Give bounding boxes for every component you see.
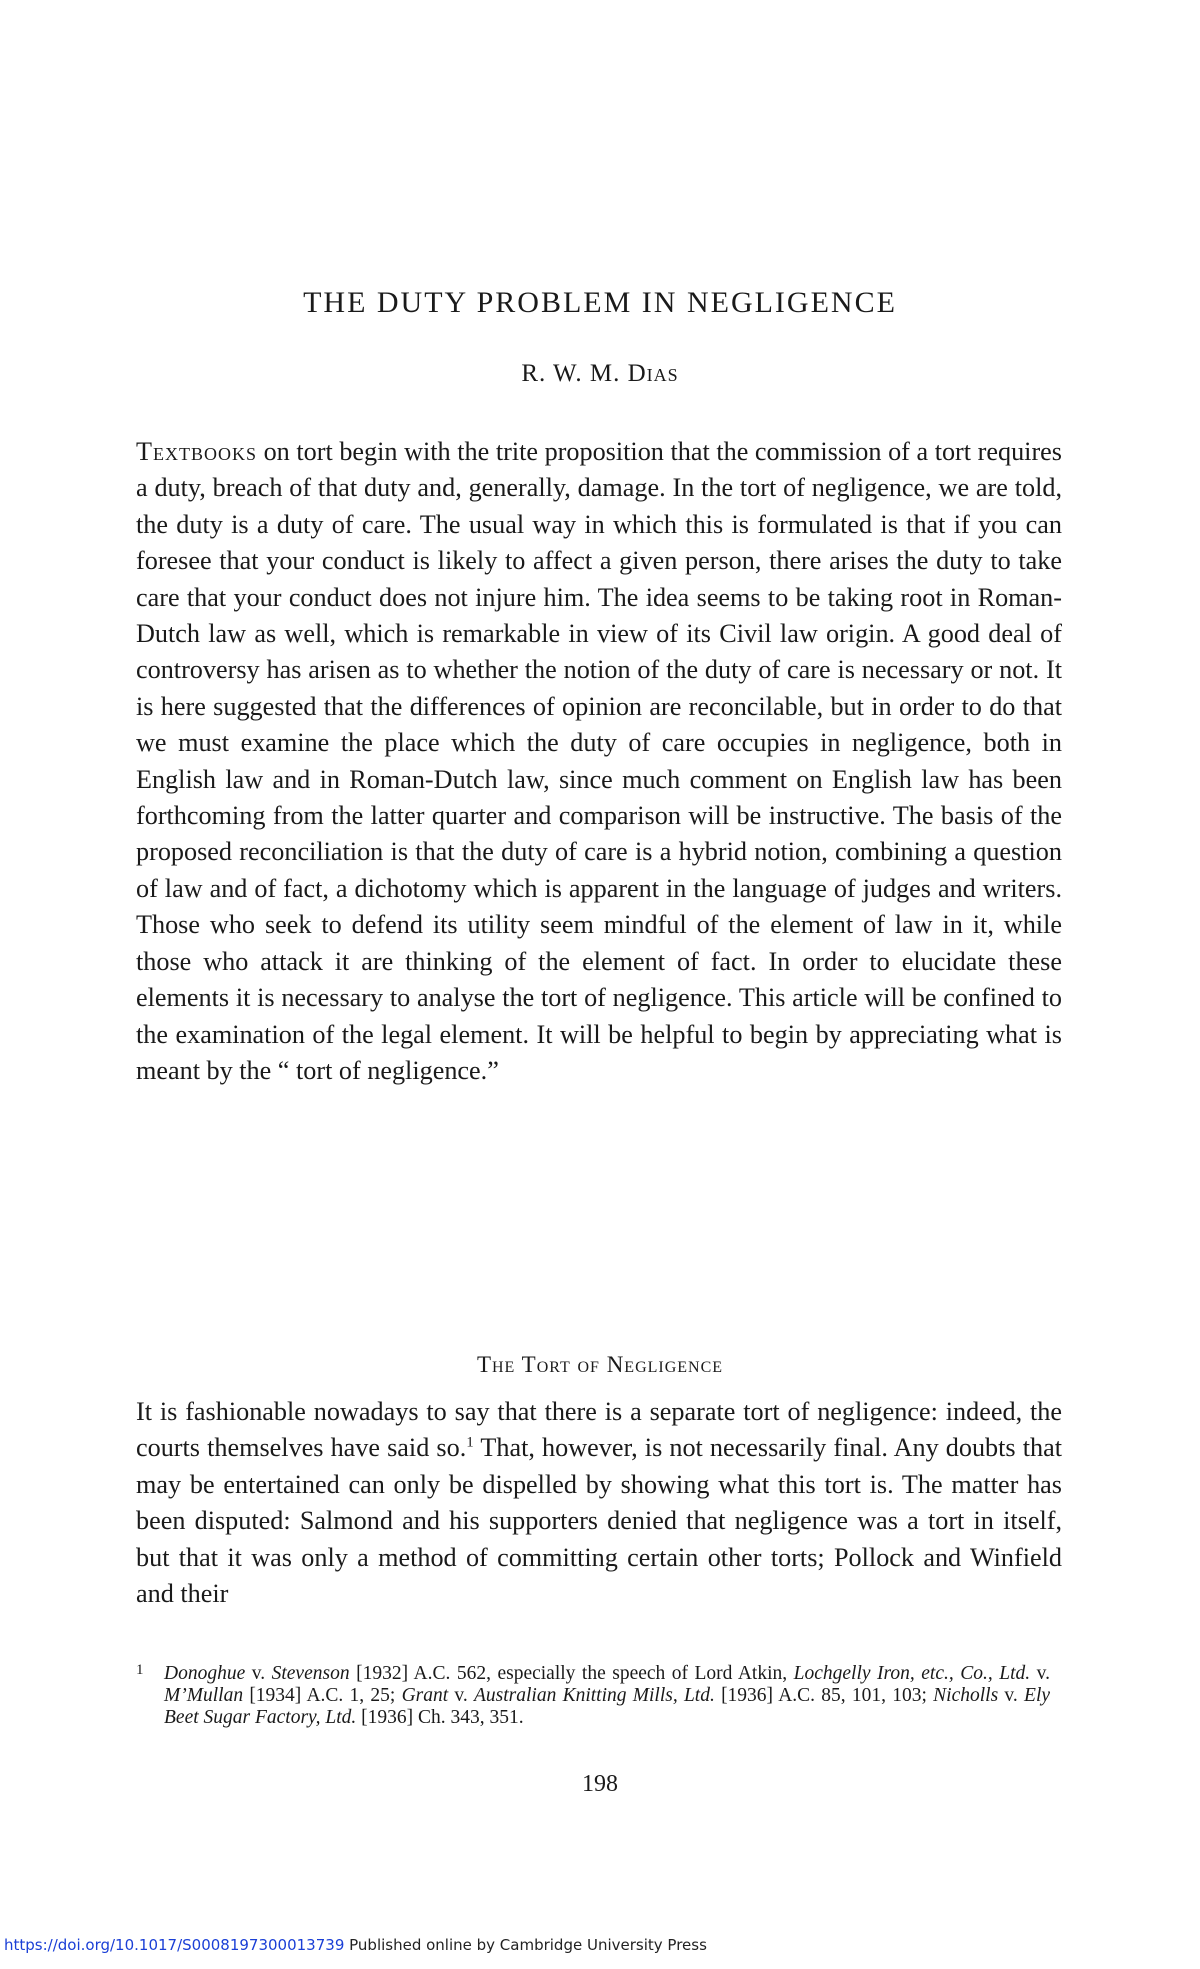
article-author [0, 360, 1200, 388]
footnote-versus: v. [1030, 1663, 1050, 1684]
section-paragraph-text-a: It is fashionable nowadays to say that there is a separate tort of negligence: indeed, the courts themselves have said so. [136, 1397, 1062, 1463]
footnote-citation: [1936] A.C. 85, 101, 103; [714, 1685, 934, 1706]
footnote-reference-mark[interactable]: 1 [466, 1434, 474, 1451]
footnote-case-name: Donoghue [164, 1663, 246, 1684]
footnote-case-name: Ely Beet Sugar Factory, Ltd. [164, 1685, 1051, 1728]
footnote [136, 1663, 1062, 1729]
footnote-case-name: M’Mullan [164, 1685, 244, 1706]
section-heading: The Tort of Negligence [476, 1352, 724, 1377]
footnote-case-name: Lochgelly Iron, etc., Co., Ltd. [793, 1663, 1031, 1684]
footnote-case-name: Grant [401, 1685, 449, 1706]
footnote-citation: [1932] A.C. 562, especially the speech of Lord Atkin, [349, 1663, 794, 1684]
footnote-citation: [1934] A.C. 1, 25; [243, 1685, 402, 1706]
footnote-case-name: Australian Knitting Mills, Ltd. [474, 1685, 715, 1706]
footnote-versus: v. [448, 1685, 474, 1706]
footnote-case-name: Stevenson [271, 1663, 350, 1684]
intro-paragraph-text: on tort begin with the trite proposition that the commission of a tort requires a duty, breach of that duty and, generally, damage. In the tort of negligence, we are told, the duty is a duty of care. The usual way in which this is formulated is that if you can foresee that your conduct is likely to affect a given person, there arises the duty to take care that your conduct does not injure him. The idea seems to be taking root in Roman-Dutch law as well, which is remarkable in view of its Civil law origin. A good deal of controversy has arisen as to whether the notion of the duty of care is necessary or not. It is here suggested that the differences of opinion are reconcilable, but in order to do that we must examine the place which the duty of care occupies in negligence, both in English law and in Roman-Dutch law, since much comment on English law has been forthcoming from the latter quarter and comparison will be instructive. The basis of the proposed reconciliation is that the duty of care is a hybrid notion, combining a question of law and of fact, a dichotomy which is apparent in the language of judges and writers. Those who seek to defend its utility seem mindful of the element of law in it, while those who attack it are thinking of the element of fact. In order to elucidate these elements it is necessary to analyse the tort of negligence. This article will be confined to the examination of the legal element. It will be helpful to begin by appreciating what is meant by the “ tort of negligence.” [136, 437, 1062, 1085]
intro-lead-word: Textbooks [136, 437, 257, 466]
footnote-number: 1 [136, 1662, 144, 1678]
doi-link[interactable]: https://doi.org/10.1017/S0008197300013739 [4, 1936, 345, 1954]
article-title: THE DUTY PROBLEM IN NEGLIGENCE [303, 286, 897, 319]
footnote-versus: v. [245, 1663, 272, 1684]
source-line [4, 1936, 707, 1954]
footnote-versus: v. [998, 1685, 1025, 1706]
section-paragraph-text-b: That, however, is not necessarily final. Any doubts that may be entertained can only be dispelled by showing what this tort is. The matter has been disputed: Salmond and his supporters denied that negligence was a tort in itself, but that it was only a method of committing certain other torts; Pollock and Winfield and their [136, 1433, 1062, 1609]
intro-paragraph [136, 434, 1062, 1089]
section-paragraph [136, 1394, 1062, 1612]
footnote-citation: [1936] Ch. 343, 351. [356, 1707, 524, 1728]
page-number: 198 [582, 1771, 618, 1797]
author-initials: R. W. M. [521, 360, 628, 387]
publisher-text: Published online by Cambridge University Press [344, 1936, 707, 1954]
author-surname: Dias [627, 360, 679, 387]
footnote-text [164, 1663, 1050, 1729]
footnote-case-name: Nicholls [933, 1685, 999, 1706]
